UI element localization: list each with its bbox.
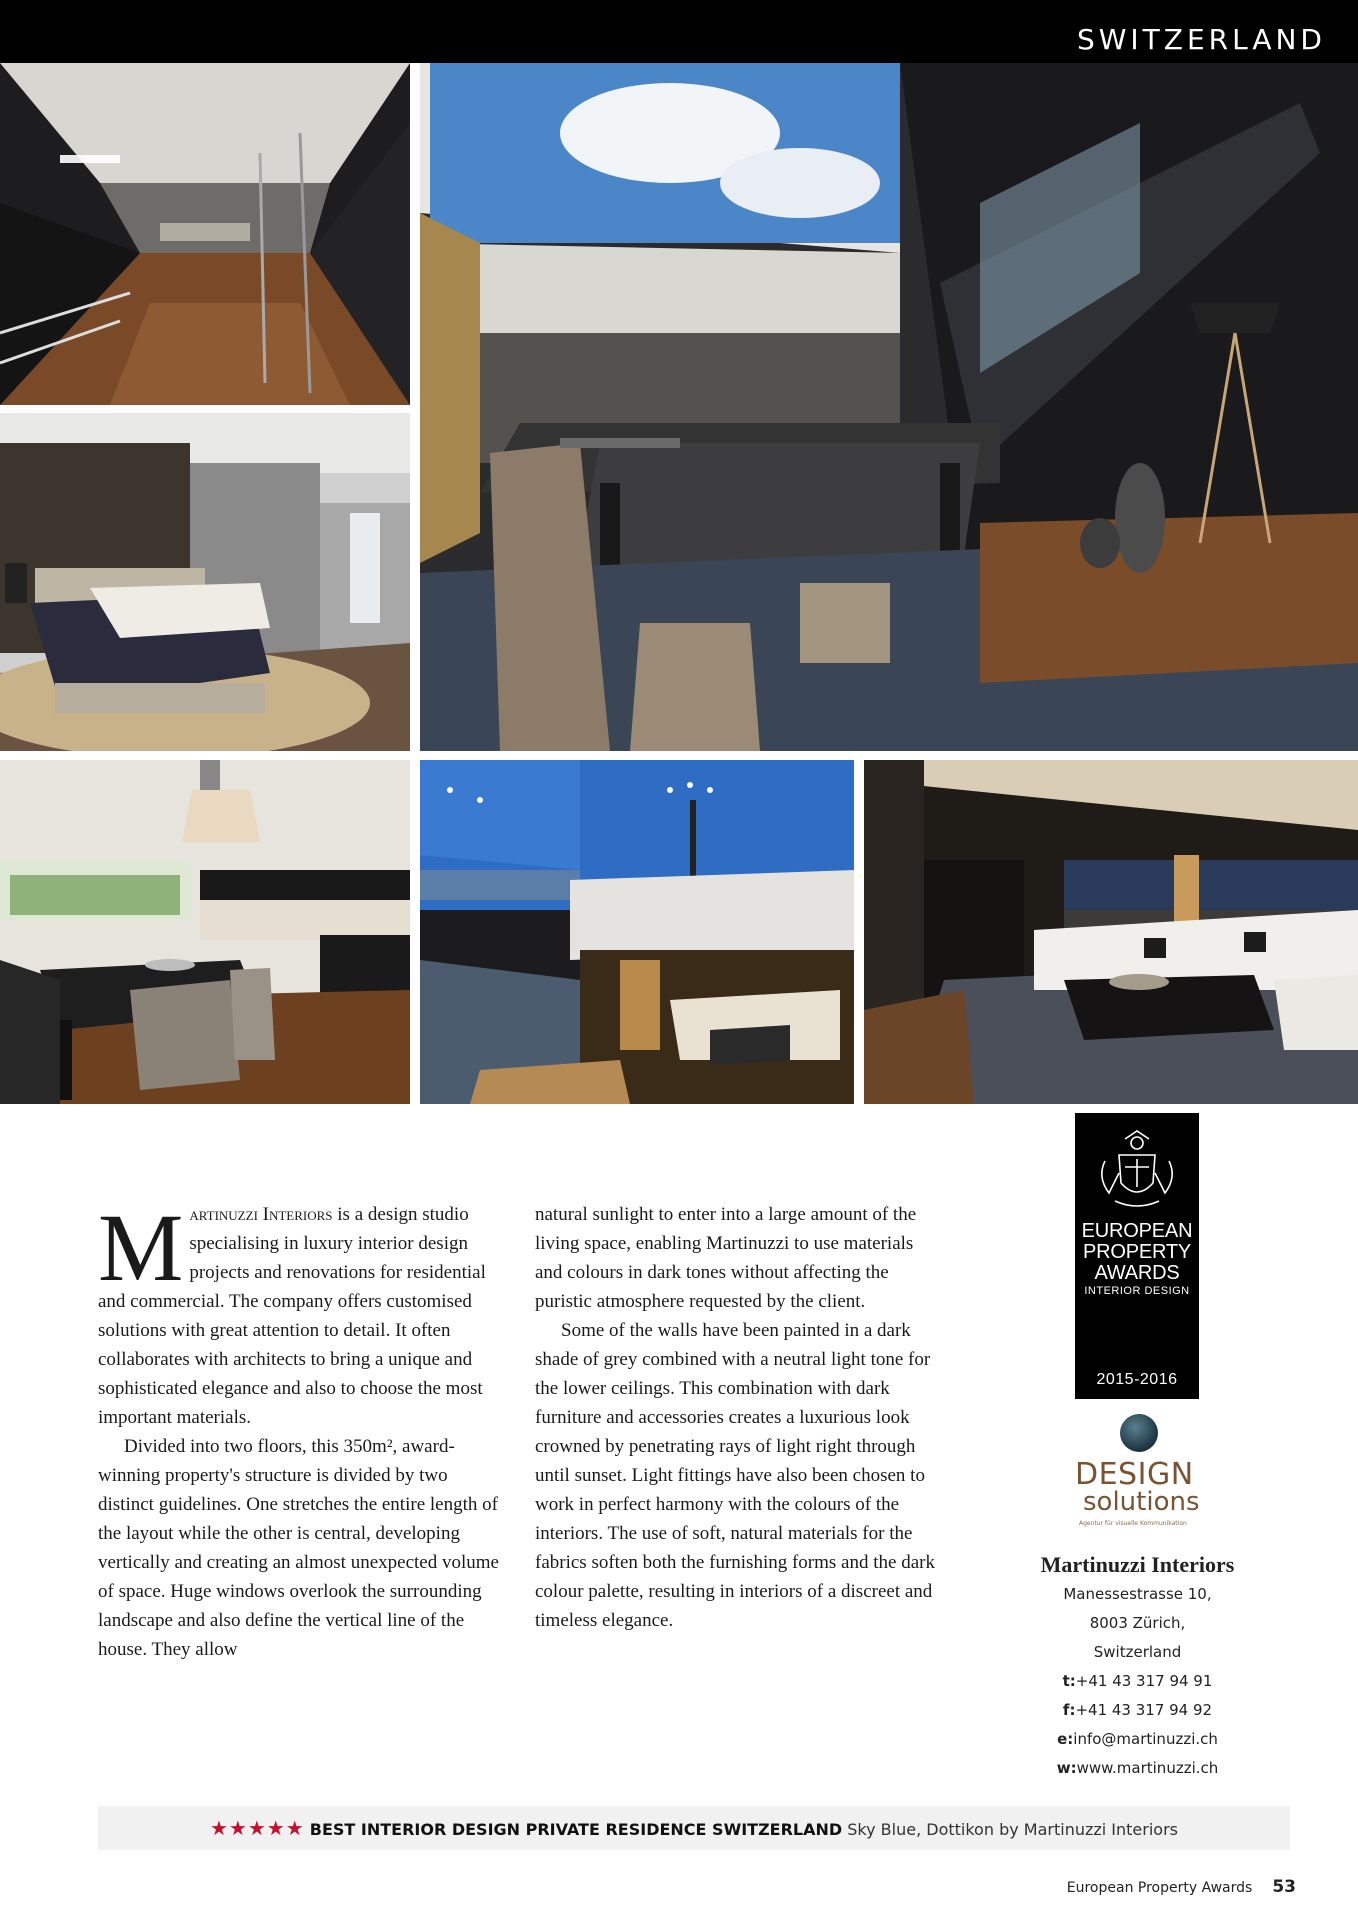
contact-fax: f:+41 43 317 94 92 <box>1062 1701 1213 1719</box>
page-number: 53 <box>1272 1877 1296 1897</box>
country-label: SWITZERLAND <box>1076 23 1326 56</box>
logo-circle-icon <box>1120 1414 1158 1452</box>
logo-tagline: Agentur für visuelle Kommunikation <box>1079 1520 1187 1527</box>
lead-paragraph: is a design studio specialising in luxury interior design projects and renovations for residential and commercial. The company offers customised solutions with great attention to detail. It often collaborates with architects to bring a unique and sophisticated elegance and also to choose the most important materials. <box>98 1204 486 1428</box>
award-subtitle: Sky Blue, Dottikon by Martinuzzi Interiors <box>842 1820 1178 1839</box>
photo-lounge <box>864 760 1358 1104</box>
contact-phone: t:+41 43 317 94 91 <box>1062 1672 1213 1690</box>
european-property-awards-badge <box>1075 1113 1199 1399</box>
contact-country: Switzerland <box>1093 1643 1182 1661</box>
contact-street: Manessestrasse 10, <box>1063 1585 1212 1603</box>
rating-stars-icon: ★★★★★ <box>210 1816 305 1840</box>
award-title: BEST INTERIOR DESIGN PRIVATE RESIDENCE SWITZERLAND <box>309 1820 843 1839</box>
photo-bedroom <box>0 413 410 751</box>
photo-kitchen-corridor <box>0 63 410 405</box>
drop-cap: M <box>98 1194 184 1301</box>
contact-block <box>1010 1550 1265 1783</box>
photo-kitchen-dining <box>0 760 410 1104</box>
badge-years: 2015-2016 <box>1096 1371 1178 1388</box>
article-column-2 <box>535 1200 935 1635</box>
contact-name: Martinuzzi Interiors <box>1040 1552 1235 1577</box>
paragraph-4: Some of the walls have been painted in a dark shade of grey combined with a neutral light tone for the lower ceilings. This combination with dark furniture and accessories creates a luxurious look crowned by penetrating rays of light right through until sunset. Light fittings have also been chosen to work in perfect harmony with the colours of the interiors. The use of soft, natural materials for the fabrics soften both the furnishing forms and the dark colour palette, resulting in interiors of a discreet and timeless elegance. <box>535 1320 935 1631</box>
company-name-lead: artinuzzi Interiors <box>189 1204 333 1225</box>
top-bar <box>0 0 1358 63</box>
badge-line-3: AWARDS <box>1094 1262 1180 1284</box>
page-footer <box>1067 1875 1296 1900</box>
badge-line-1: EUROPEAN <box>1081 1220 1193 1242</box>
badge-line-4: INTERIOR DESIGN <box>1084 1285 1190 1297</box>
paragraph-2: Divided into two floors, this 350m², award-winning property's structure is divided by two distinct guidelines. One stretches the entire length of the layout while the other is central, developing vertically and creating an almost unexpected volume of space. Huge windows overlook the surrounding landscape and also define the vertical line of the house. They allow <box>98 1436 499 1660</box>
badge-line-2: PROPERTY <box>1082 1241 1192 1263</box>
logo-word-solutions: solutions <box>1083 1487 1200 1517</box>
paragraph-3: natural sunlight to enter into a large amount of the living space, enabling Martinuzzi to use materials and colours in dark tones without affecting the puristic atmosphere requested by the client. <box>535 1204 917 1312</box>
logo-word-design: DESIGN <box>1075 1457 1194 1492</box>
contact-email[interactable]: e:info@martinuzzi.ch <box>1057 1730 1218 1748</box>
photo-double-height-view <box>420 760 854 1104</box>
photo-dining-staircase <box>420 63 1358 751</box>
award-ribbon <box>98 1806 1290 1850</box>
contact-city: 8003 Zürich, <box>1089 1614 1186 1632</box>
crest-icon <box>1075 1121 1199 1221</box>
publication-name: European Property Awards <box>1066 1880 1253 1896</box>
article-column-1 <box>98 1194 501 1664</box>
design-solutions-logo <box>1065 1414 1215 1538</box>
contact-website[interactable]: w:www.martinuzzi.ch <box>1056 1759 1219 1777</box>
